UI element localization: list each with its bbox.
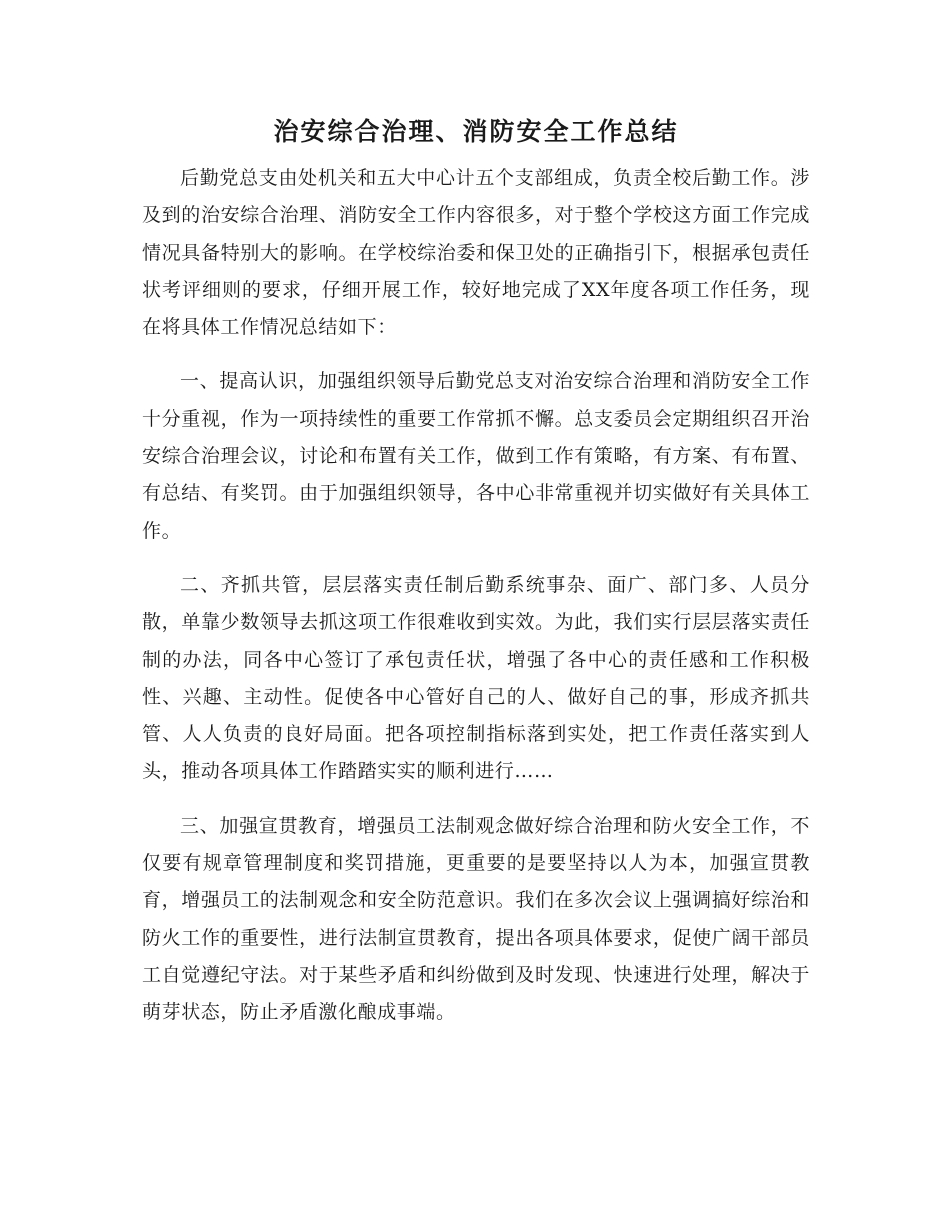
section-two-paragraph: 二、齐抓共管，层层落实责任制后勤系统事杂、面广、部门多、人员分散，单靠少数领导去抓这项工作很难收到实效。为此，我们实行层层落实责任制的办法，同各中心签订了承包责任状，增强了各中心的责任感和工作积极性、兴趣、主动性。促使各中心管好自己的人、做好自己的事，形成齐抓共管、人人负责的良好局面。把各项控制指标落到实处，把工作责任落实到人头，推动各项具体工作踏踏实实的顺利进行…… <box>142 573 810 783</box>
document-page <box>142 112 810 1032</box>
section-one-paragraph: 一、提高认识，加强组织领导后勤党总支对治安综合治理和消防安全工作十分重视，作为一项持续性的重要工作常抓不懈。总支委员会定期组织召开治安综合治理会议，讨论和布置有关工作，做到工作有策略，有方案、有布置、有总结、有奖罚。由于加强组织领导，各中心非常重视并切实做好有关具体工作。 <box>142 370 810 542</box>
document-title: 治安综合治理、消防安全工作总结 <box>273 117 679 146</box>
intro-paragraph: 后勤党总支由处机关和五大中心计五个支部组成，负责全校后勤工作。涉及到的治安综合治理、消防安全工作内容很多，对于整个学校这方面工作完成情况具备特别大的影响。在学校综治委和保卫处的正确指引下，根据承包责任状考评细则的要求，仔细开展工作，较好地完成了XX年度各项工作任务，现在将具体工作情况总结如下： <box>142 167 810 339</box>
section-three-paragraph: 三、加强宣贯教育，增强员工法制观念做好综合治理和防火安全工作，不仅要有规章管理制度和奖罚措施，更重要的是要坚持以人为本，加强宣贯教育，增强员工的法制观念和安全防范意识。我们在多次会议上强调搞好综治和防火工作的重要性，进行法制宣贯教育，提出各项具体要求，促使广阔干部员工自觉遵纪守法。对于某些矛盾和纠纷做到及时发现、快速进行处理，解决于萌芽状态，防止矛盾激化酿成事端。 <box>142 814 810 1024</box>
